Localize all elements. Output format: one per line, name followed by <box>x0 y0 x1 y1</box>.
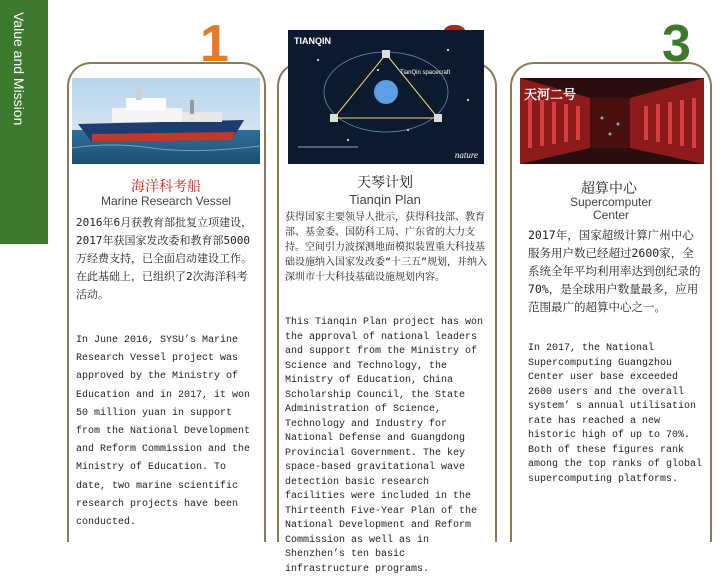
nature-logo: nature <box>454 150 478 160</box>
column-title-cn-2: 天琴计划 <box>357 175 413 191</box>
column-body-cn-1: 2016年6月获教育部批复立项建设，2017年获国家发改委和教育部5000万经费支持，已全面启动建设工作。在此基础上，已组织了2次海洋科考活动。 <box>76 216 253 301</box>
tianhe-label: 天河二号 <box>524 88 577 103</box>
sidebar-banner <box>0 0 48 244</box>
column-number-3: 3 <box>662 15 691 73</box>
column-title-cn-1: 海洋科考船 <box>131 179 201 195</box>
tianqin-photo-caption: TianQin spacecraft <box>400 70 451 76</box>
sidebar-title: Value and Mission <box>11 12 27 126</box>
supercomputer-photo <box>520 78 704 164</box>
tianqin-photo <box>288 30 484 164</box>
column-title-en-2: Tianqin Plan <box>349 192 421 207</box>
column-body-en-1: In June 2016, SYSU’s Marine Research Vessel project was approved by the Ministry of Education and in 2017, it won 50 million yuan in support from the National Development and Reform Commission and the Ministry of Education. To date, two marine scientific research projects have been conducted. <box>76 335 251 529</box>
vessel-photo <box>72 78 260 164</box>
column-number-1: 1 <box>200 15 229 73</box>
column-body-en-2: This Tianqin Plan project has won the approval of national leaders and support from the Ministry of Science and Technology, the Ministry of Education, China Scholarship Council, the State Administration of Science, Technology and Industry for National Defense and Guangdong Provincial Government. The key space-based gravitational wave detection basic research facilities were included in the Thirteenth Five-Year Plan of the National Development and Reform Commission as well as in Shenzhen’s ten basic infrastructure programs. <box>285 317 484 575</box>
column-body-en-3: In 2017, the National Supercomputing Guangzhou Center user base exceeded 2600 users and the overall system’ s annual utilisation rate has reached a new historic high of up to 70%. Both of these figures rank among the top ranks of global supercomputing platforms. <box>528 343 703 485</box>
column-title-cn-3: 超算中心 <box>581 181 637 197</box>
column-title-en-1: Marine Research Vessel <box>100 194 232 208</box>
tianqin-photo-label: TIANQIN <box>294 36 331 46</box>
column-title-en-3: Supercomputer Center <box>569 195 653 222</box>
column-body-cn-3: 2017年，国家超级计算广州中心服务用户数已经超过2600家，全系统全年平均利用率达到创纪录的70%，是全球用户数量最多，应用范围最广的超算中心之一。 <box>528 228 701 314</box>
column-body-cn-2: 获得国家主要领导人批示，获得科技部、教育部、基金委、国防科工局、广东省的大力支持。空间引力波探测地面模拟装置重大科技基础设施纳入国家发改委“十三五”规划，并纳入深圳市十大科技基础设施规划内容。 <box>285 212 488 283</box>
